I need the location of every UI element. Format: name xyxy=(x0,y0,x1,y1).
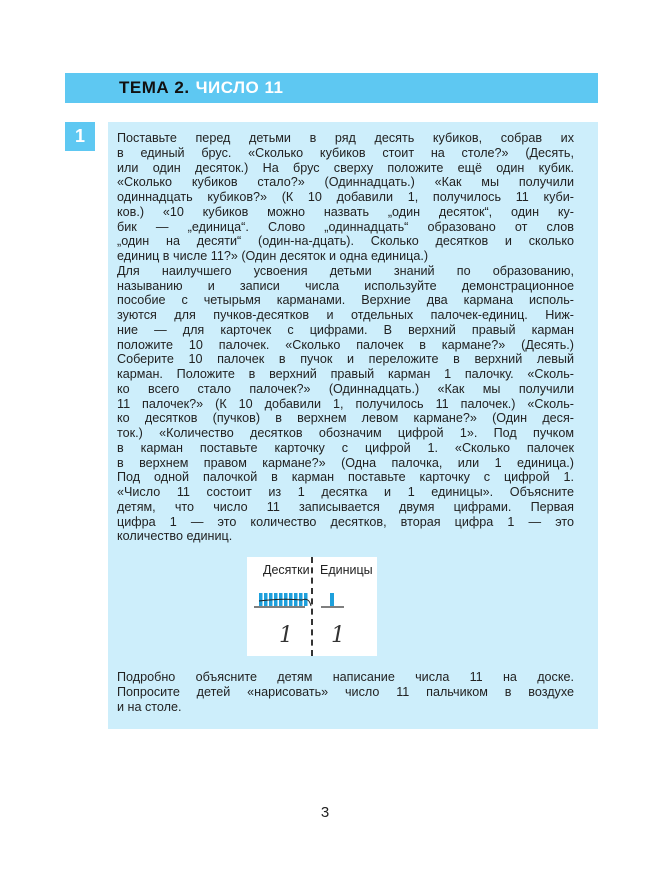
exercise-text xyxy=(117,131,574,544)
text-line: бик — „единица“. Слово „одиннадцать“ образовано от слов xyxy=(117,219,574,234)
bundle-stick xyxy=(264,593,268,606)
text-line: ко десятков (пучков) в верхнем левом кармане?» (Один деся- xyxy=(117,411,574,426)
text-line: карман. Положите в верхний правый карман 1 палочку. «Сколь- xyxy=(117,367,574,381)
text-line: зуются для пучков-десятков и отдельных палочек-единиц. Ниж- xyxy=(117,308,574,322)
page-number: 3 xyxy=(320,804,330,821)
exercise-number: 1 xyxy=(65,122,95,151)
topic-title: ЧИСЛО 11 xyxy=(195,78,284,97)
text-line: детям, что число 11 записывается двумя цифрами. Первая xyxy=(117,499,574,514)
text-line: ток.) «Количество десятков обозначим цифрой 1». Под пучком xyxy=(117,426,574,440)
text-line: Поставьте перед детьми в ряд десять кубиков, собрав их xyxy=(117,131,574,145)
tens-digit: 1 xyxy=(279,623,293,648)
text-line: называнию и записи числа используйте демонстрационное xyxy=(117,278,574,293)
text-line: единиц в числе 11?» (Один десяток и одна единица.) xyxy=(117,249,429,263)
closing-text xyxy=(117,670,574,714)
text-line: Подробно объясните детям написание числа 11 на доске. xyxy=(117,670,574,684)
single-stick xyxy=(330,593,334,606)
place-value-figure xyxy=(247,557,377,656)
tens-label: Десятки xyxy=(263,563,310,577)
text-line: ние — для карточек с цифрами. В верхний правый карман xyxy=(117,322,574,337)
text-line: ко всего стало палочек?» (Одиннадцать.) «Как мы получили xyxy=(117,381,574,396)
paragraph-1 xyxy=(117,131,574,264)
text-line: в верхнем правом кармане?» (Одна палочка, или 1 единица.) xyxy=(117,455,574,470)
topic-label: ТЕМА 2. xyxy=(119,78,190,97)
text-line: ков.) «10 кубиков можно назвать „один десяток“, один ку- xyxy=(117,204,574,219)
text-line: или один десяток.) На брус сверху положите ещё один кубик. xyxy=(117,160,574,175)
text-line: 11 палочек?» (К 10 добавили 1, получилось 11 палочек.) «Сколь- xyxy=(117,396,574,411)
text-line: количество единиц. xyxy=(117,529,233,544)
text-line: цифра 1 — это количество десятков, вторая цифра 1 — это xyxy=(117,514,574,529)
text-line: и на столе. xyxy=(117,699,182,714)
text-line: «Сколько кубиков стало?» (Одиннадцать.) «Как мы получили xyxy=(117,175,574,190)
topic-header xyxy=(65,73,598,103)
paragraph-3 xyxy=(117,670,574,714)
text-line: положите 10 палочек. «Сколько палочек в кармане?» (Десять.) xyxy=(117,337,574,352)
text-line: „один на десяти“ (один-на-дцать). Сколько десятков и сколько xyxy=(117,234,574,249)
text-line: пособие с четырьмя карманами. Верхние два кармана исполь- xyxy=(117,293,574,308)
units-digit: 1 xyxy=(331,623,345,648)
text-line: в единый брус. «Сколько кубиков стоит на столе?» (Десять, xyxy=(117,145,574,160)
paragraph-2 xyxy=(117,264,574,544)
sticks-illustration xyxy=(247,557,377,656)
text-line: в карман поставьте карточку с цифрой 1. «Сколько палочек xyxy=(117,440,574,455)
bundle-stick xyxy=(259,593,263,606)
text-line: Соберите 10 палочек в пучок и переложите в верхний левый xyxy=(117,352,574,367)
text-line: Для наилучшего усвоения детьми знаний по образованию, xyxy=(117,263,574,278)
units-label: Единицы xyxy=(320,563,373,577)
text-line: Под одной палочкой в карман поставьте карточку с цифрой 1. xyxy=(117,470,574,485)
text-line: одиннадцать кубиков?» (К 10 добавили 1, получилось 11 куби- xyxy=(117,190,574,204)
text-line: Попросите детей «нарисовать» число 11 пальчиком в воздухе xyxy=(117,684,574,699)
text-line: «Число 11 состоит из 1 десятка и 1 единицы». Объясните xyxy=(117,485,574,499)
